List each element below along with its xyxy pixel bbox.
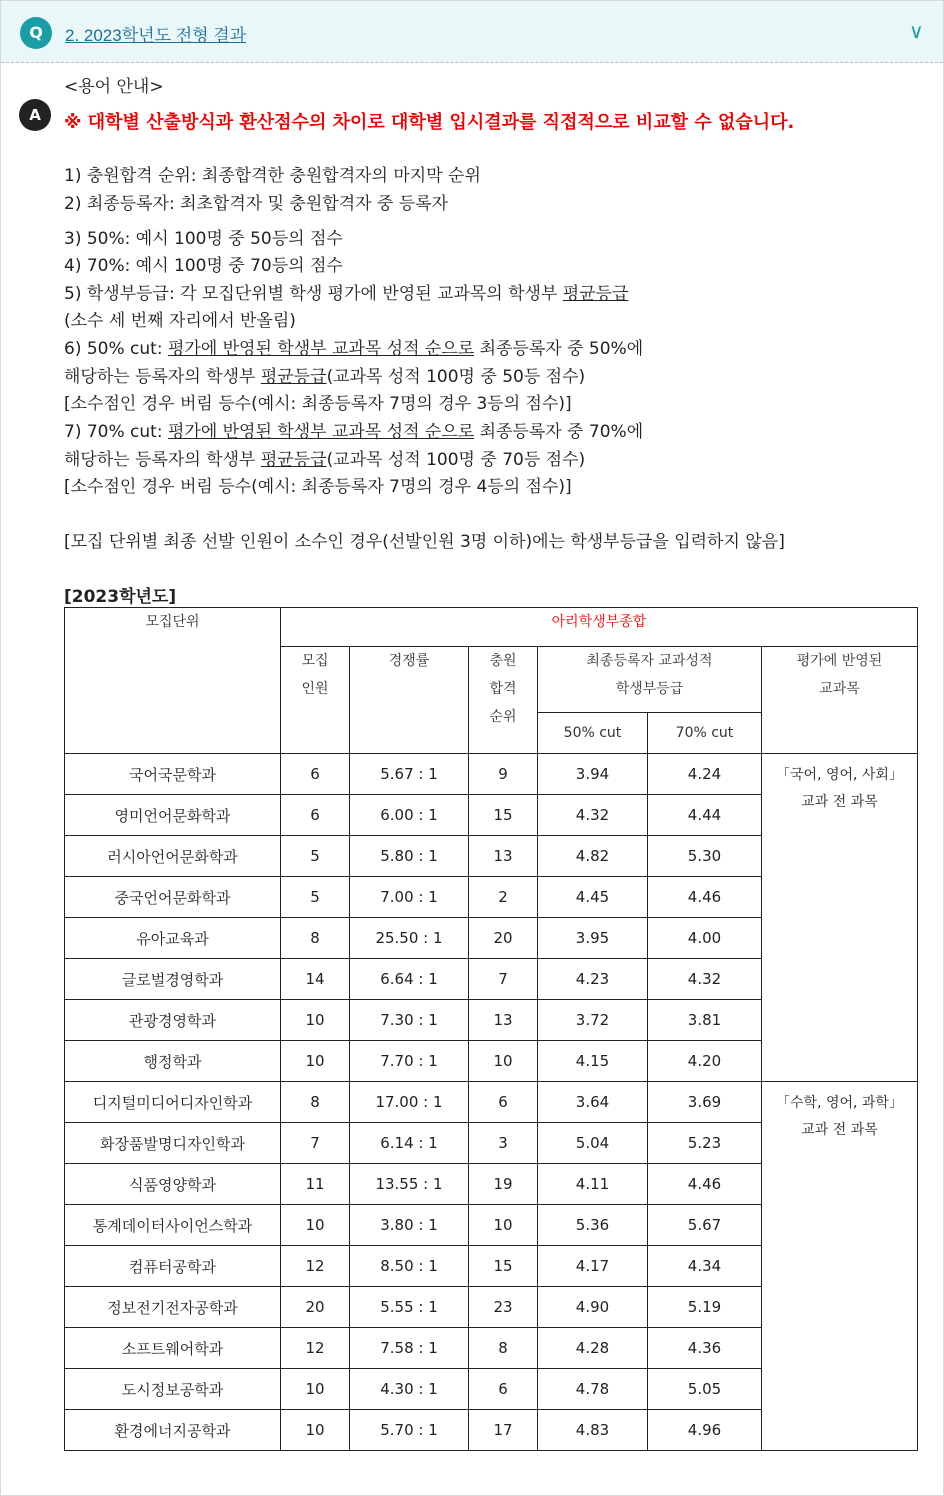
question-icon: Q bbox=[20, 17, 52, 49]
header-70cut: 70% cut bbox=[648, 713, 762, 754]
cell-cut50: 4.90 bbox=[538, 1287, 648, 1328]
text: 평가에 반영된 학생부 교과목 성적 순으로 bbox=[167, 339, 475, 359]
cell-cut50: 3.64 bbox=[538, 1082, 648, 1123]
cell-unit: 국어국문학과 bbox=[65, 754, 281, 795]
term-2: 2) 최종등록자: 최초합격자 및 충원합격자 중 등록자 bbox=[64, 194, 449, 214]
cell-cut70: 3.81 bbox=[648, 1000, 762, 1041]
cell-cut50: 4.83 bbox=[538, 1410, 648, 1451]
cell-cut70: 3.69 bbox=[648, 1082, 762, 1123]
cell-rate: 6.14 : 1 bbox=[350, 1123, 469, 1164]
cell-rank: 6 bbox=[469, 1369, 538, 1410]
cell-rank: 3 bbox=[469, 1123, 538, 1164]
cell-cut70: 5.67 bbox=[648, 1205, 762, 1246]
cell-cut50: 4.11 bbox=[538, 1164, 648, 1205]
cell-unit: 소프트웨어학과 bbox=[65, 1328, 281, 1369]
cell-cut70: 5.30 bbox=[648, 836, 762, 877]
cell-cut50: 4.23 bbox=[538, 959, 648, 1000]
text: 7) 70% cut: bbox=[64, 422, 168, 442]
admission-results-table bbox=[64, 607, 918, 1451]
cell-count: 10 bbox=[281, 1000, 350, 1041]
cell-rate: 6.64 : 1 bbox=[350, 959, 469, 1000]
cell-rank: 20 bbox=[469, 918, 538, 959]
cell-unit: 식품영양학과 bbox=[65, 1164, 281, 1205]
cell-subjects: 「국어, 영어, 사회」 교과 전 과목 bbox=[762, 754, 918, 1082]
text: 평균등급 bbox=[260, 450, 327, 470]
cell-unit: 글로벌경영학과 bbox=[65, 959, 281, 1000]
cell-rank: 10 bbox=[469, 1205, 538, 1246]
header-subjects: 평가에 반영된 교과목 bbox=[762, 647, 918, 754]
cell-rate: 8.50 : 1 bbox=[350, 1246, 469, 1287]
cell-count: 6 bbox=[281, 795, 350, 836]
cell-cut70: 5.19 bbox=[648, 1287, 762, 1328]
cell-cut70: 5.23 bbox=[648, 1123, 762, 1164]
cell-cut50: 5.36 bbox=[538, 1205, 648, 1246]
term-5 bbox=[64, 279, 628, 304]
cell-rank: 15 bbox=[469, 795, 538, 836]
cell-unit: 영미언어문화학과 bbox=[65, 795, 281, 836]
guide-heading: <용어 안내> bbox=[64, 77, 164, 97]
cell-cut70: 4.46 bbox=[648, 1164, 762, 1205]
cell-cut70: 4.20 bbox=[648, 1041, 762, 1082]
cell-unit: 환경에너지공학과 bbox=[65, 1410, 281, 1451]
question-title[interactable]: 2. 2023학년도 전형 결과 bbox=[65, 26, 247, 45]
term-5-note: (소수 세 번째 자리에서 반올림) bbox=[64, 311, 296, 331]
term-7-line2 bbox=[64, 445, 585, 470]
cell-rate: 5.67 : 1 bbox=[350, 754, 469, 795]
cell-cut70: 4.46 bbox=[648, 877, 762, 918]
cell-subjects: 「수학, 영어, 과학」 교과 전 과목 bbox=[762, 1082, 918, 1451]
cell-unit: 관광경영학과 bbox=[65, 1000, 281, 1041]
cell-cut50: 4.78 bbox=[538, 1369, 648, 1410]
header-rate: 경쟁률 bbox=[350, 647, 469, 754]
cell-count: 10 bbox=[281, 1410, 350, 1451]
note-text: [모집 단위별 최종 선발 인원이 소수인 경우(선발인원 3명 이하)에는 학생부등급을 입력하지 않음] bbox=[64, 532, 785, 552]
cell-unit: 정보전기전자공학과 bbox=[65, 1287, 281, 1328]
cell-count: 10 bbox=[281, 1041, 350, 1082]
cell-cut50: 5.04 bbox=[538, 1123, 648, 1164]
cell-count: 11 bbox=[281, 1164, 350, 1205]
cell-rate: 7.70 : 1 bbox=[350, 1041, 469, 1082]
text: 해당하는 등록자의 학생부 bbox=[64, 450, 261, 470]
header-type: 아리학생부종합 bbox=[281, 608, 918, 647]
text: 평균등급 bbox=[562, 284, 629, 304]
cell-rate: 5.55 : 1 bbox=[350, 1287, 469, 1328]
cell-cut70: 4.34 bbox=[648, 1246, 762, 1287]
cell-cut70: 4.24 bbox=[648, 754, 762, 795]
cell-count: 7 bbox=[281, 1123, 350, 1164]
cell-cut50: 3.94 bbox=[538, 754, 648, 795]
cell-rate: 6.00 : 1 bbox=[350, 795, 469, 836]
cell-rate: 5.80 : 1 bbox=[350, 836, 469, 877]
cell-unit: 컴퓨터공학과 bbox=[65, 1246, 281, 1287]
cell-rate: 7.30 : 1 bbox=[350, 1000, 469, 1041]
cell-cut50: 4.32 bbox=[538, 795, 648, 836]
text: (교과목 성적 100명 중 70등 점수) bbox=[326, 450, 586, 470]
text: 6) 50% cut: bbox=[64, 339, 168, 359]
cell-cut70: 4.44 bbox=[648, 795, 762, 836]
cell-rate: 7.00 : 1 bbox=[350, 877, 469, 918]
cell-count: 6 bbox=[281, 754, 350, 795]
cell-count: 12 bbox=[281, 1246, 350, 1287]
text: 평가에 반영된 학생부 교과목 성적 순으로 bbox=[167, 422, 475, 442]
cell-count: 5 bbox=[281, 836, 350, 877]
cell-rank: 17 bbox=[469, 1410, 538, 1451]
cell-rank: 13 bbox=[469, 1000, 538, 1041]
header-50cut: 50% cut bbox=[538, 713, 648, 754]
cell-rate: 17.00 : 1 bbox=[350, 1082, 469, 1123]
cell-rank: 15 bbox=[469, 1246, 538, 1287]
cell-unit: 디지털미디어디자인학과 bbox=[65, 1082, 281, 1123]
cell-unit: 중국언어문화학과 bbox=[65, 877, 281, 918]
cell-cut70: 5.05 bbox=[648, 1369, 762, 1410]
cell-rank: 6 bbox=[469, 1082, 538, 1123]
cell-rank: 2 bbox=[469, 877, 538, 918]
cell-rank: 10 bbox=[469, 1041, 538, 1082]
cell-count: 5 bbox=[281, 877, 350, 918]
cell-cut70: 4.00 bbox=[648, 918, 762, 959]
text: 5) 학생부등급: 각 모집단위별 학생 평가에 반영된 교과목의 학생부 bbox=[64, 284, 563, 304]
term-3: 3) 50%: 예시 100명 중 50등의 점수 bbox=[64, 229, 343, 249]
answer-icon: A bbox=[19, 99, 51, 131]
term-4: 4) 70%: 예시 100명 중 70등의 점수 bbox=[64, 256, 343, 276]
term-6-line3: [소수점인 경우 버림 등수(예시: 최종등록자 7명의 경우 3등의 점수)] bbox=[64, 394, 572, 414]
term-1: 1) 충원합격 순위: 최종합격한 충원합격자의 마지막 순위 bbox=[64, 166, 481, 186]
cell-count: 20 bbox=[281, 1287, 350, 1328]
term-6 bbox=[64, 334, 643, 359]
question-header[interactable] bbox=[1, 1, 943, 63]
cell-rank: 8 bbox=[469, 1328, 538, 1369]
cell-rank: 7 bbox=[469, 959, 538, 1000]
cell-cut50: 4.17 bbox=[538, 1246, 648, 1287]
cell-cut70: 4.96 bbox=[648, 1410, 762, 1451]
text: 평균등급 bbox=[260, 367, 327, 387]
cell-cut70: 4.36 bbox=[648, 1328, 762, 1369]
cell-cut50: 3.95 bbox=[538, 918, 648, 959]
header-grade: 최종등록자 교과성적 학생부등급 bbox=[538, 647, 762, 713]
chevron-down-icon[interactable]: ∨ bbox=[909, 19, 924, 43]
cell-cut50: 4.28 bbox=[538, 1328, 648, 1369]
term-7-line3: [소수점인 경우 버림 등수(예시: 최종등록자 7명의 경우 4등의 점수)] bbox=[64, 477, 572, 497]
cell-count: 10 bbox=[281, 1205, 350, 1246]
term-7 bbox=[64, 417, 643, 442]
cell-rank: 23 bbox=[469, 1287, 538, 1328]
table-row bbox=[65, 754, 918, 795]
year-heading: [2023학년도] bbox=[64, 587, 177, 607]
cell-rate: 4.30 : 1 bbox=[350, 1369, 469, 1410]
cell-count: 8 bbox=[281, 1082, 350, 1123]
cell-cut50: 4.82 bbox=[538, 836, 648, 877]
cell-count: 12 bbox=[281, 1328, 350, 1369]
cell-cut50: 3.72 bbox=[538, 1000, 648, 1041]
cell-rate: 3.80 : 1 bbox=[350, 1205, 469, 1246]
text: (교과목 성적 100명 중 50등 점수) bbox=[326, 367, 586, 387]
cell-rate: 5.70 : 1 bbox=[350, 1410, 469, 1451]
text: 해당하는 등록자의 학생부 bbox=[64, 367, 261, 387]
cell-rate: 25.50 : 1 bbox=[350, 918, 469, 959]
warning-text: ※ 대학별 산출방식과 환산점수의 차이로 대학별 입시결과를 직접적으로 비교할 수 없습니다. bbox=[64, 112, 795, 133]
cell-unit: 유아교육과 bbox=[65, 918, 281, 959]
table-row bbox=[65, 1082, 918, 1123]
cell-cut50: 4.45 bbox=[538, 877, 648, 918]
cell-unit: 통계데이터사이언스학과 bbox=[65, 1205, 281, 1246]
cell-unit: 러시아언어문화학과 bbox=[65, 836, 281, 877]
cell-cut50: 4.15 bbox=[538, 1041, 648, 1082]
cell-count: 8 bbox=[281, 918, 350, 959]
cell-count: 14 bbox=[281, 959, 350, 1000]
cell-rate: 13.55 : 1 bbox=[350, 1164, 469, 1205]
cell-unit: 도시정보공학과 bbox=[65, 1369, 281, 1410]
text: 최종등록자 중 50%에 bbox=[474, 339, 644, 359]
cell-rate: 7.58 : 1 bbox=[350, 1328, 469, 1369]
cell-count: 10 bbox=[281, 1369, 350, 1410]
cell-cut70: 4.32 bbox=[648, 959, 762, 1000]
cell-unit: 행정학과 bbox=[65, 1041, 281, 1082]
cell-rank: 19 bbox=[469, 1164, 538, 1205]
cell-unit: 화장품발명디자인학과 bbox=[65, 1123, 281, 1164]
cell-rank: 9 bbox=[469, 754, 538, 795]
header-rank: 충원 합격 순위 bbox=[469, 647, 538, 754]
cell-rank: 13 bbox=[469, 836, 538, 877]
header-count: 모집 인원 bbox=[281, 647, 350, 754]
header-unit: 모집단위 bbox=[65, 608, 281, 754]
text: 최종등록자 중 70%에 bbox=[474, 422, 644, 442]
term-6-line2 bbox=[64, 362, 585, 387]
